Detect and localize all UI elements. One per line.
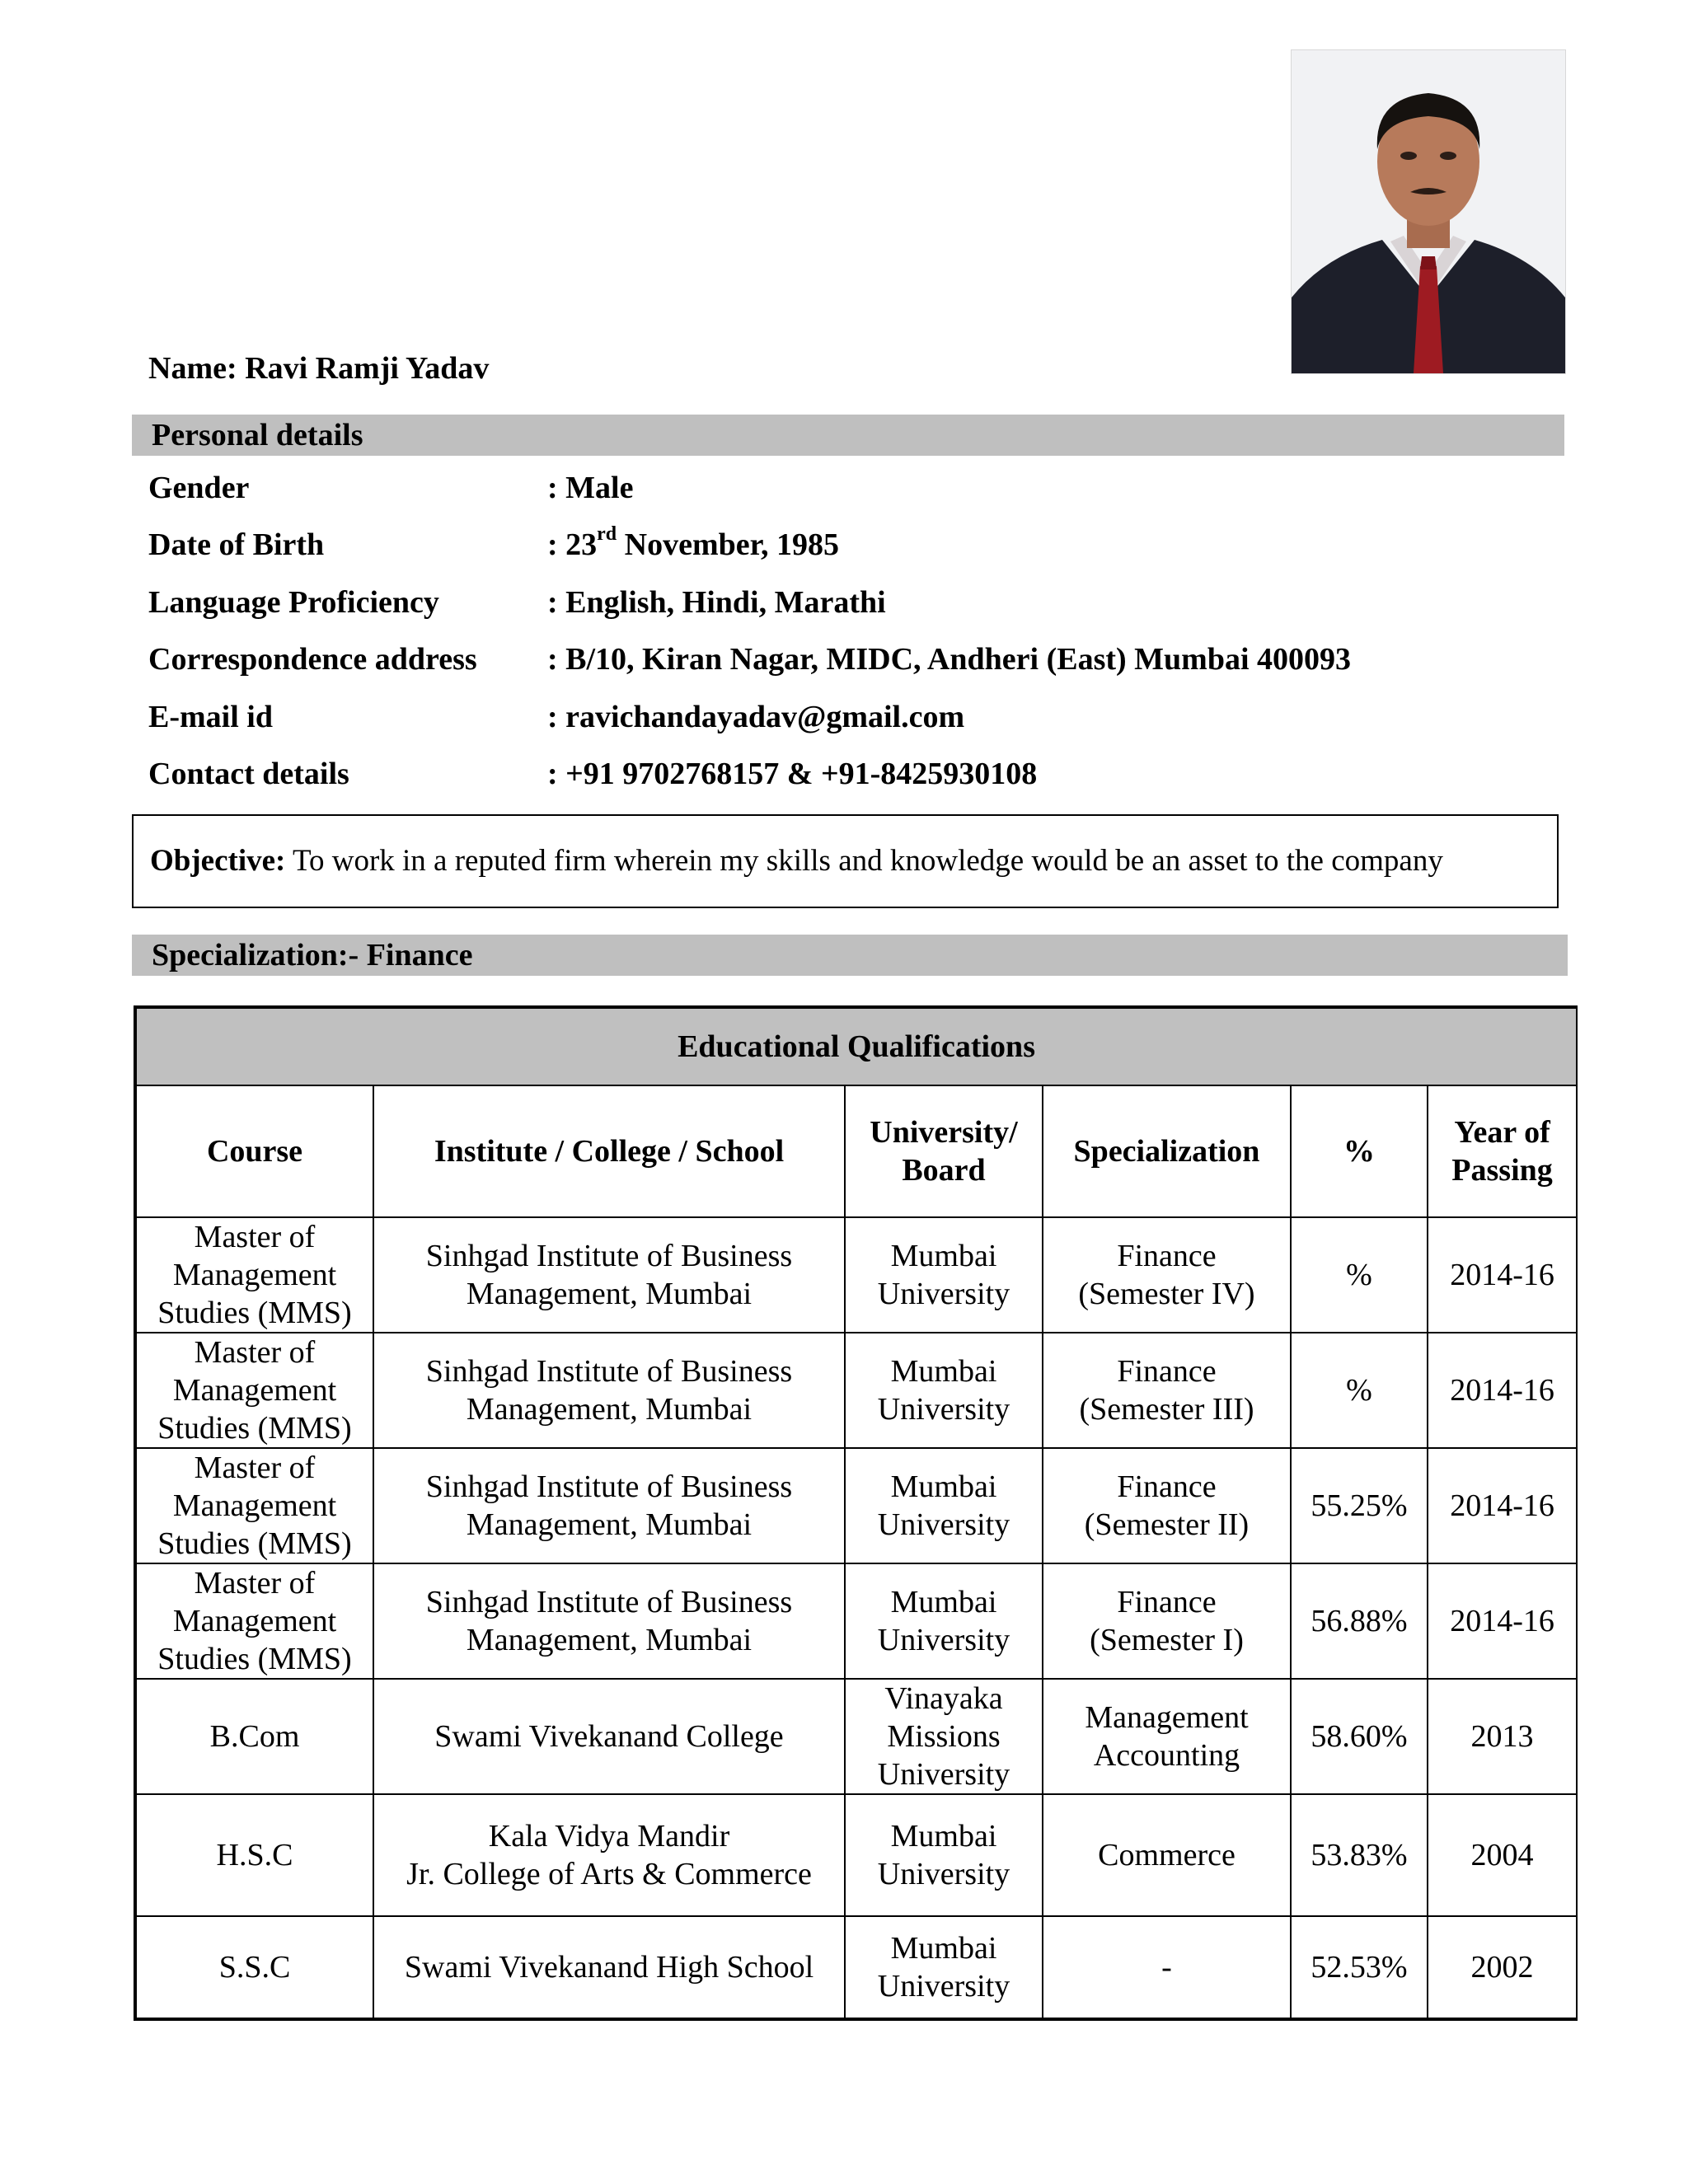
dob-value-suffix-sup: rd: [597, 523, 617, 546]
cell-year: [1428, 1217, 1577, 1333]
cell-university-line: Vinayaka: [884, 1681, 1003, 1716]
cell-year-line: 2014-16: [1450, 1373, 1554, 1408]
cell-institute-line: Sinhgad Institute of Business: [425, 1469, 793, 1504]
cell-university: [845, 1217, 1043, 1333]
header-university-line1: University/: [870, 1115, 1018, 1150]
cell-specialization: [1043, 1563, 1291, 1679]
cell-percent: [1291, 1679, 1428, 1794]
cell-institute: [373, 1563, 845, 1679]
cell-course-line: Management: [172, 1604, 337, 1638]
cell-university-line: University: [877, 1969, 1010, 2004]
cell-percent-line: %: [1346, 1373, 1372, 1408]
cell-specialization-line: -: [1161, 1950, 1172, 1985]
specialization-heading: Specialization:- Finance: [132, 935, 1568, 976]
cell-institute: [373, 1333, 845, 1448]
cell-percent: [1291, 1448, 1428, 1563]
cell-percent-line: 56.88%: [1311, 1604, 1408, 1638]
cell-specialization: [1043, 1679, 1291, 1794]
cell-specialization: [1043, 1794, 1291, 1916]
cell-university-line: Mumbai: [890, 1819, 997, 1854]
cell-university-line: Mumbai: [890, 1469, 997, 1504]
cell-specialization-line: (Semester III): [1079, 1392, 1254, 1427]
cell-university-line: Missions: [887, 1719, 1001, 1754]
header-institute: Institute / College / School: [373, 1085, 845, 1217]
cell-course-line: Studies (MMS): [157, 1411, 352, 1446]
cell-year-line: 2014-16: [1450, 1488, 1554, 1523]
cell-institute-line: Sinhgad Institute of Business: [425, 1239, 793, 1273]
candidate-name: [148, 350, 489, 387]
cell-year-line: 2002: [1470, 1950, 1534, 1985]
cell-percent-line: %: [1346, 1258, 1372, 1292]
cell-institute-line: Management, Mumbai: [466, 1623, 753, 1657]
education-table-title: Educational Qualifications: [136, 1008, 1577, 1085]
cell-year-line: 2014-16: [1450, 1258, 1554, 1292]
cell-specialization: [1043, 1217, 1291, 1333]
dob-value-rest: November, 1985: [617, 527, 839, 562]
cell-course-line: Master of: [194, 1566, 316, 1601]
header-percent: %: [1291, 1085, 1428, 1217]
cell-specialization-line: Accounting: [1093, 1738, 1240, 1773]
cell-university: [845, 1563, 1043, 1679]
cell-university-line: Mumbai: [890, 1354, 997, 1389]
cell-university-line: University: [877, 1277, 1010, 1311]
cell-university-line: University: [877, 1623, 1010, 1657]
cell-university: [845, 1916, 1043, 2018]
email-value: : ravichandayadav@gmail.com: [547, 700, 965, 734]
cell-institute: [373, 1794, 845, 1916]
person-portrait-icon: [1292, 50, 1565, 373]
cell-specialization: [1043, 1448, 1291, 1563]
cell-percent-line: 53.83%: [1311, 1838, 1408, 1872]
dob-value-day: : 23: [547, 527, 598, 562]
cell-course-line: H.S.C: [216, 1838, 293, 1872]
cell-university-line: Mumbai: [890, 1931, 997, 1966]
cell-institute-line: Management, Mumbai: [466, 1277, 753, 1311]
cell-specialization-line: (Semester I): [1090, 1623, 1244, 1657]
cell-year-line: 2013: [1470, 1719, 1534, 1754]
table-row: [136, 1563, 1577, 1679]
cell-course-line: Master of: [194, 1451, 316, 1485]
cell-institute-line: Swami Vivekanand College: [434, 1719, 784, 1754]
cell-course-line: S.S.C: [218, 1950, 291, 1985]
cell-institute: [373, 1217, 845, 1333]
cell-course: [136, 1794, 373, 1916]
cell-institute-line: Swami Vivekanand High School: [404, 1950, 814, 1985]
cell-university: [845, 1679, 1043, 1794]
header-university: [845, 1085, 1043, 1217]
table-row: [136, 1916, 1577, 2018]
cell-specialization-line: Finance: [1117, 1354, 1217, 1389]
cell-institute-line: Kala Vidya Mandir: [488, 1819, 730, 1854]
email-label: E-mail id: [148, 700, 273, 734]
cell-specialization-line: Finance: [1117, 1585, 1217, 1619]
address-value: : B/10, Kiran Nagar, MIDC, Andheri (East) Mumbai 400093: [547, 642, 1352, 677]
education-table: [134, 1005, 1578, 2021]
cell-course-line: Master of: [194, 1220, 316, 1254]
cell-institute-line: Sinhgad Institute of Business: [425, 1585, 793, 1619]
cell-percent: [1291, 1217, 1428, 1333]
cell-year: [1428, 1679, 1577, 1794]
cell-university-line: University: [877, 1757, 1010, 1792]
cell-year-line: 2014-16: [1450, 1604, 1554, 1638]
name-label: Name:: [148, 351, 237, 386]
language-label: Language Proficiency: [148, 585, 439, 620]
cell-course-line: Master of: [194, 1335, 316, 1370]
personal-details-heading: Personal details: [132, 415, 1564, 456]
objective-label: Objective:: [150, 844, 286, 878]
address-label: Correspondence address: [148, 642, 477, 677]
cell-course-line: Studies (MMS): [157, 1642, 352, 1676]
objective-text: [150, 816, 1443, 907]
cell-year: [1428, 1563, 1577, 1679]
cell-year-line: 2004: [1470, 1838, 1534, 1872]
cell-course-line: Studies (MMS): [157, 1526, 352, 1561]
cell-percent-line: 52.53%: [1311, 1950, 1408, 1985]
cell-institute-line: Management, Mumbai: [466, 1392, 753, 1427]
cell-institute-line: Jr. College of Arts & Commerce: [406, 1857, 812, 1891]
gender-label: Gender: [148, 471, 250, 505]
header-year-line2: Passing: [1451, 1153, 1553, 1188]
cell-course-line: Studies (MMS): [157, 1296, 352, 1330]
table-row: [136, 1794, 1577, 1916]
cell-specialization-line: Finance: [1117, 1239, 1217, 1273]
cell-percent-line: 55.25%: [1311, 1488, 1408, 1523]
cell-university: [845, 1794, 1043, 1916]
cell-university-line: University: [877, 1392, 1010, 1427]
cell-course: [136, 1448, 373, 1563]
header-year: [1428, 1085, 1577, 1217]
cell-university: [845, 1333, 1043, 1448]
dob-value: [547, 524, 839, 565]
cell-university: [845, 1448, 1043, 1563]
table-row: [136, 1448, 1577, 1563]
dob-label: Date of Birth: [148, 527, 325, 562]
gender-value: : Male: [547, 471, 634, 505]
cell-course: [136, 1333, 373, 1448]
cell-course: [136, 1217, 373, 1333]
cell-percent: [1291, 1563, 1428, 1679]
cell-year: [1428, 1916, 1577, 2018]
table-row: [136, 1217, 1577, 1333]
profile-photo: [1291, 49, 1566, 374]
cell-university-line: University: [877, 1507, 1010, 1542]
cell-year: [1428, 1794, 1577, 1916]
cell-specialization: [1043, 1916, 1291, 2018]
objective-box: [132, 814, 1559, 908]
objective-body: To work in a reputed firm wherein my skills and knowledge would be an asset to the company: [285, 844, 1443, 878]
header-course: Course: [136, 1085, 373, 1217]
cell-year: [1428, 1333, 1577, 1448]
cell-university-line: Mumbai: [890, 1585, 997, 1619]
header-university-line2: Board: [902, 1153, 986, 1188]
cell-specialization-line: (Semester II): [1084, 1507, 1250, 1542]
cell-university-line: University: [877, 1857, 1010, 1891]
cell-course: [136, 1916, 373, 2018]
cell-percent: [1291, 1794, 1428, 1916]
cell-institute-line: Management, Mumbai: [466, 1507, 753, 1542]
cell-specialization-line: (Semester IV): [1078, 1277, 1255, 1311]
language-value: : English, Hindi, Marathi: [547, 585, 886, 620]
cell-specialization-line: Commerce: [1098, 1838, 1236, 1872]
cell-course: [136, 1563, 373, 1679]
cell-specialization-line: Management: [1085, 1700, 1249, 1735]
cell-institute: [373, 1448, 845, 1563]
header-specialization: Specialization: [1043, 1085, 1291, 1217]
cell-percent-line: 58.60%: [1311, 1719, 1408, 1754]
contact-label: Contact details: [148, 757, 349, 791]
table-row: [136, 1333, 1577, 1448]
cell-specialization-line: Finance: [1117, 1469, 1217, 1504]
cell-percent: [1291, 1333, 1428, 1448]
cell-year: [1428, 1448, 1577, 1563]
contact-value: : +91 9702768157 & +91-8425930108: [547, 757, 1038, 791]
name-value: Ravi Ramji Yadav: [245, 351, 490, 386]
cell-course-line: Management: [172, 1373, 337, 1408]
education-header-row: [136, 1085, 1577, 1217]
cell-university-line: Mumbai: [890, 1239, 997, 1273]
cell-institute: [373, 1916, 845, 2018]
cell-institute-line: Sinhgad Institute of Business: [425, 1354, 793, 1389]
cell-institute: [373, 1679, 845, 1794]
table-row: [136, 1679, 1577, 1794]
cell-course-line: B.Com: [209, 1719, 300, 1754]
header-year-line1: Year of: [1454, 1115, 1550, 1150]
cell-course: [136, 1679, 373, 1794]
cell-course-line: Management: [172, 1488, 337, 1523]
cell-specialization: [1043, 1333, 1291, 1448]
cell-percent: [1291, 1916, 1428, 2018]
cell-course-line: Management: [172, 1258, 337, 1292]
